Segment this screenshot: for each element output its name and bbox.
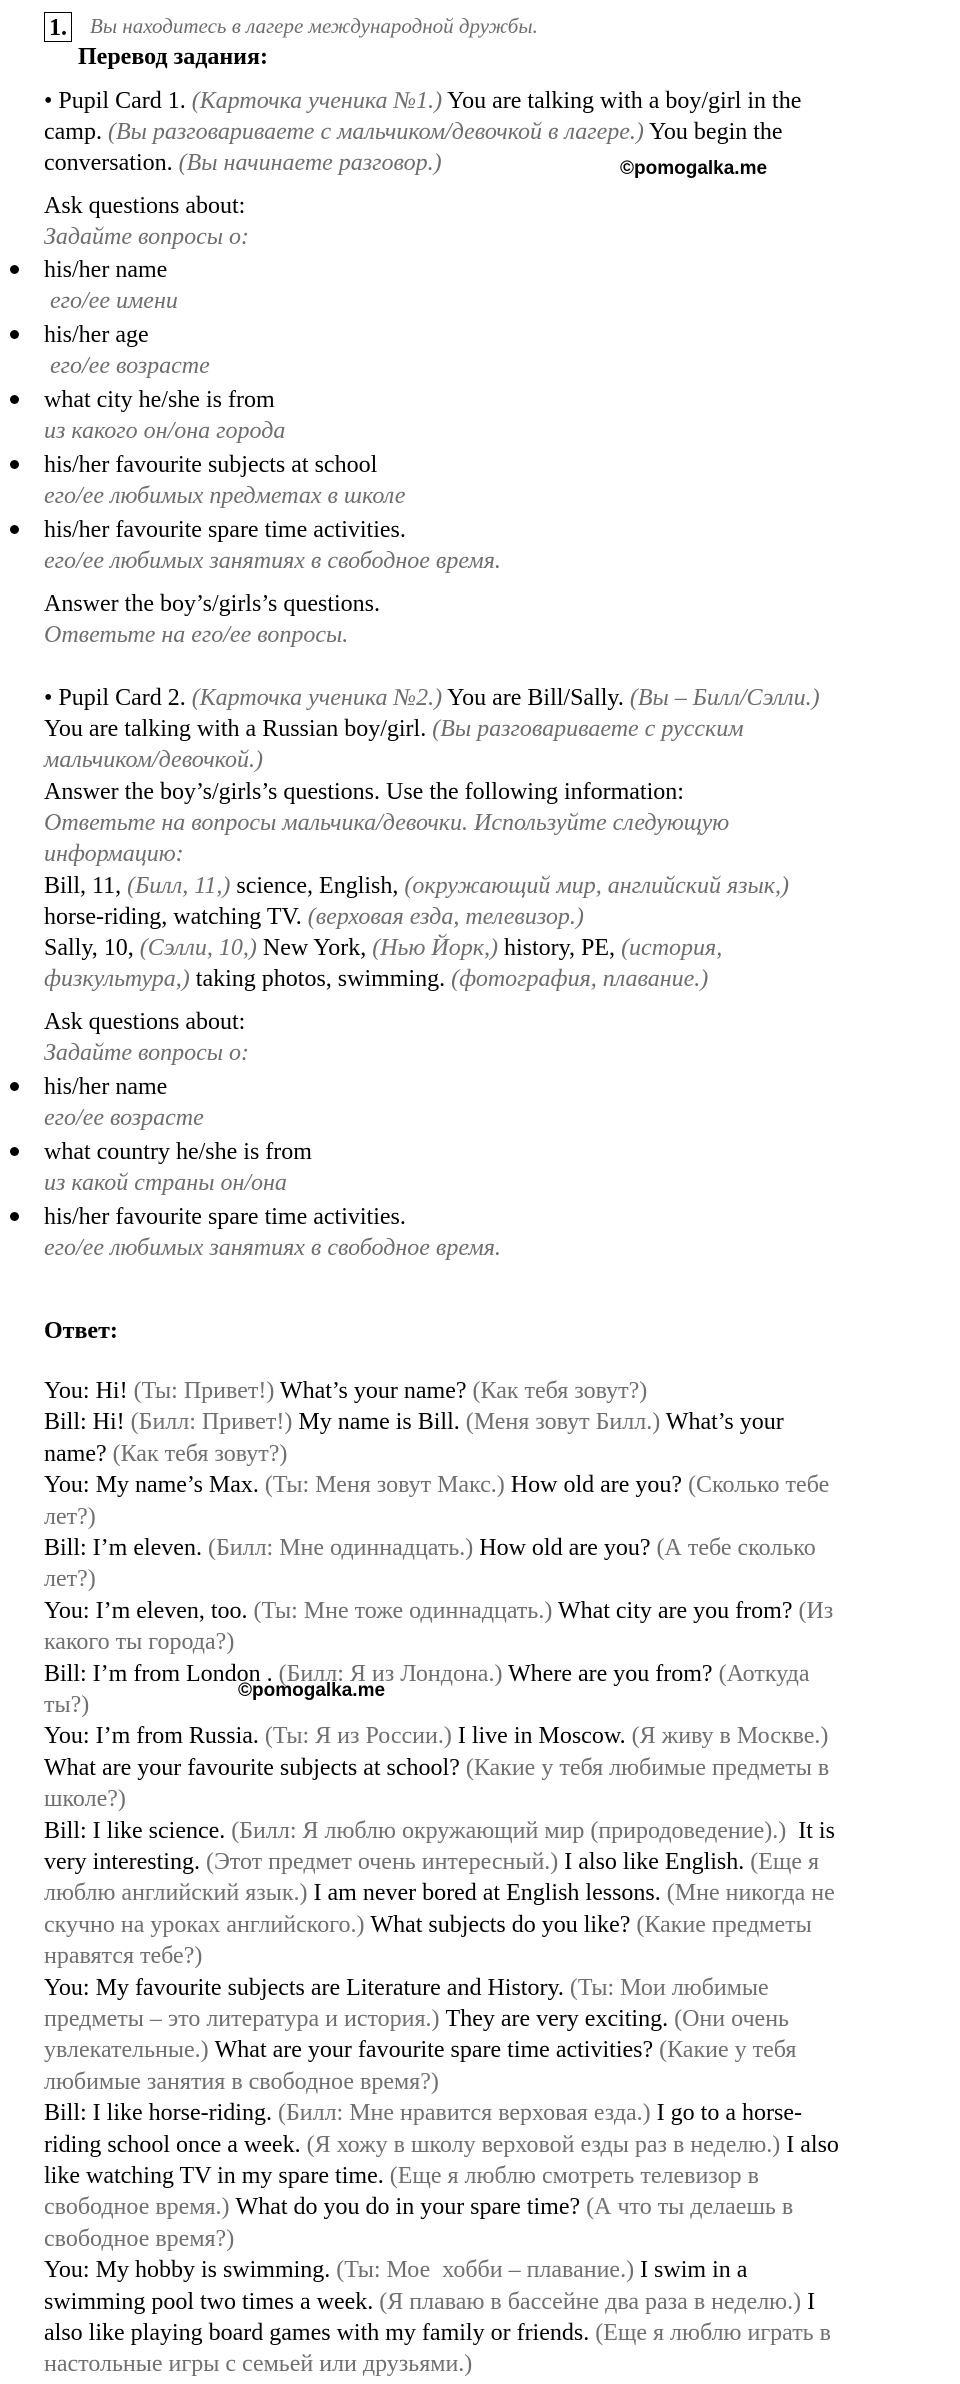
- list-item: what city he/she is from: [44, 387, 275, 413]
- dialogue-text: I also: [780, 2132, 839, 2158]
- dialogue-translation: (Я живу в Москве.): [631, 1723, 829, 1749]
- dialogue-text: Where are you from?: [502, 1661, 719, 1687]
- bullet-icon: [10, 395, 19, 404]
- dialogue-line: [44, 1973, 769, 2003]
- dialogue-translation: (Ты: Мое хобби – плавание.): [336, 2257, 635, 2283]
- list-item-translation: из какого он/она города: [44, 418, 286, 444]
- list-item-translation: его/ее возрасте: [44, 1105, 204, 1131]
- watermark: ©pomogalka.me: [238, 1680, 386, 1701]
- bullet-icon: [10, 265, 19, 274]
- dialogue-text: I go to a horse-: [650, 2100, 802, 2126]
- dialogue-line: [44, 1596, 833, 1626]
- dialogue-text: What’s your: [660, 1409, 784, 1435]
- dialogue-translation: настольные игры с семьей или друзьями.): [44, 2351, 473, 2377]
- dialogue-translation: предметы – это литература и история.): [44, 2006, 440, 2032]
- dialogue-line: [44, 1659, 810, 1689]
- dialogue-line: [44, 1816, 835, 1846]
- dialogue-text: riding school once a week.: [44, 2132, 307, 2158]
- list-item: his/her name: [44, 257, 168, 283]
- dialogue-line: [44, 2035, 796, 2065]
- dialogue-translation: увлекательные.): [44, 2037, 209, 2063]
- dialogue-translation: (Этот предмет очень интересный.): [205, 1849, 559, 1875]
- task-instruction: Вы находитесь в лагере международной дружбы.: [90, 14, 538, 38]
- dialogue-translation: скучно на уроках английского.): [44, 1912, 365, 1938]
- dialogue-line: [44, 1407, 784, 1437]
- dialogue-line: [44, 1847, 819, 1877]
- list-item: his/her name: [44, 1074, 168, 1100]
- list-item-translation: из какой страны он/она: [44, 1170, 287, 1196]
- card2-line-1: • Pupil Card 2. (Карточка ученика №2.) You are Bill/Sally. (Вы – Билл/Сэлли.): [44, 685, 820, 711]
- dialogue-translation: лет?): [44, 1566, 96, 1592]
- dialogue-translation: (Ты: Привет!): [133, 1378, 275, 1404]
- dialogue-translation: какого ты города?): [44, 1629, 235, 1655]
- dialogue-text: You: Hi!: [44, 1378, 134, 1404]
- card2-line-5: Ответьте на вопросы мальчика/девочки. Используйте следующую: [44, 810, 730, 836]
- dialogue-line: [44, 2224, 234, 2254]
- dialogue-line: [44, 2130, 839, 2160]
- dialogue-line: [44, 2004, 789, 2034]
- list-item: his/her favourite spare time activities.: [44, 517, 406, 543]
- dialogue-line: [44, 1941, 202, 1971]
- dialogue-translation: (Ты: Меня зовут Макс.): [264, 1472, 505, 1498]
- dialogue-text: name?: [44, 1441, 113, 1467]
- dialogue-translation: (Билл: Привет!): [130, 1409, 293, 1435]
- dialogue-text: like watching TV in my spare time.: [44, 2163, 390, 2189]
- dialogue-text: Bill: I’m from London .: [44, 1661, 279, 1687]
- dialogue-line: [44, 2318, 831, 2348]
- dialogue-text: I swim in a: [634, 2257, 748, 2283]
- dialogue-translation: люблю английский язык.): [44, 1880, 308, 1906]
- dialogue-line: [44, 2349, 472, 2379]
- dialogue-translation: свободное время.): [44, 2194, 230, 2220]
- dialogue-text: What’s your name?: [274, 1378, 473, 1404]
- dialogue-text: What are your favourite spare time activities?: [208, 2037, 660, 2063]
- translation-header: Перевод задания:: [78, 44, 268, 70]
- card2-line-6: информацию:: [44, 841, 184, 867]
- dialogue-text: You: I’m from Russia.: [44, 1723, 265, 1749]
- dialogue-translation: (Какие предметы: [636, 1912, 812, 1938]
- list-item-translation: его/ее имени: [44, 288, 178, 314]
- card1-ask: Ask questions about:: [44, 193, 246, 219]
- list-item-translation: его/ее возрасте: [44, 353, 210, 379]
- dialogue-text: What are your favourite subjects at school?: [44, 1755, 466, 1781]
- dialogue-line: [44, 1721, 828, 1751]
- dialogue-text: I also like English.: [558, 1849, 751, 1875]
- list-item: his/her age: [44, 322, 149, 348]
- dialogue-translation: (Я плаваю в бассейне два раза в неделю.): [379, 2289, 802, 2315]
- dialogue-text: My name is Bill.: [292, 1409, 466, 1435]
- dialogue-translation: (Ты: Мои любимые: [569, 1975, 769, 2001]
- dialogue-translation: (Билл: Я из Лондона.): [278, 1661, 503, 1687]
- dialogue-translation: (А что ты делаешь в: [586, 2194, 794, 2220]
- dialogue-line: [44, 1910, 812, 1940]
- task-number: 1.: [44, 12, 72, 42]
- dialogue-translation: (Меня зовут Билл.): [465, 1409, 661, 1435]
- card2-ask: Ask questions about:: [44, 1009, 246, 1035]
- dialogue-translation: (Как тебя зовут?): [472, 1378, 648, 1404]
- card2-line-3: мальчиком/девочкой.): [44, 747, 263, 773]
- dialogue-translation: (Сколько тебе: [688, 1472, 830, 1498]
- dialogue-translation: (Билл: Я люблю окружающий мир (природоведение).): [231, 1818, 787, 1844]
- dialogue-translation: ты?): [44, 1692, 90, 1718]
- dialogue-text: What city are you from?: [552, 1598, 799, 1624]
- card2-line-8: horse-riding, watching TV. (верховая езда, телевизор.): [44, 904, 584, 930]
- dialogue-text: I am never bored at English lessons.: [307, 1880, 667, 1906]
- dialogue-line: [44, 1753, 829, 1783]
- dialogue-translation: (Какие у тебя любимые предметы в: [465, 1755, 830, 1781]
- list-item-translation: его/ее любимых предметах в школе: [44, 483, 406, 509]
- dialogue-text: What do you do in your spare time?: [229, 2194, 587, 2220]
- dialogue-line: [44, 1878, 835, 1908]
- dialogue-line: [44, 2192, 793, 2222]
- dialogue-translation: школе?): [44, 1786, 126, 1812]
- dialogue-text: I live in Moscow.: [451, 1723, 632, 1749]
- card2-line-7: Bill, 11, (Билл, 11,) science, English, (окружающий мир, английский язык,): [44, 873, 789, 899]
- dialogue-line: [44, 1470, 829, 1500]
- list-item-translation: его/ее любимых занятиях в свободное время.: [44, 1235, 501, 1261]
- card2-ask-translation: Задайте вопросы о:: [44, 1040, 250, 1066]
- card1-line-1: • Pupil Card 1. (Карточка ученика №1.) You are talking with a boy/girl in the: [44, 88, 802, 114]
- dialogue-translation: (Они очень: [674, 2006, 789, 2032]
- dialogue-translation: (Аоткуда: [718, 1661, 810, 1687]
- dialogue-text: swimming pool two times a week.: [44, 2289, 380, 2315]
- dialogue-translation: (А тебе сколько: [656, 1535, 816, 1561]
- dialogue-line: [44, 1533, 816, 1563]
- dialogue-text: very interesting.: [44, 1849, 206, 1875]
- bullet-icon: [10, 1147, 19, 1156]
- dialogue-translation: свободное время?): [44, 2226, 235, 2252]
- dialogue-translation: (Какие у тебя: [659, 2037, 797, 2063]
- bullet-icon: [10, 460, 19, 469]
- dialogue-line: [44, 2287, 815, 2317]
- dialogue-translation: любимые занятия в свободное время?): [44, 2069, 439, 2095]
- dialogue-line: [44, 1564, 96, 1594]
- answer-header: Ответ:: [44, 1318, 118, 1344]
- dialogue-translation: (Билл: Мне одиннадцать.): [207, 1535, 474, 1561]
- bullet-icon: [10, 525, 19, 534]
- dialogue-text: How old are you?: [473, 1535, 657, 1561]
- dialogue-line: [44, 1784, 126, 1814]
- dialogue-translation: (Ты: Я из России.): [264, 1723, 452, 1749]
- dialogue-text: also like playing board games with my family or friends.: [44, 2320, 596, 2346]
- dialogue-translation: нравятся тебе?): [44, 1943, 203, 1969]
- dialogue-translation: лет?): [44, 1504, 96, 1530]
- dialogue-text: Bill: I’m eleven.: [44, 1535, 208, 1561]
- dialogue-text: You: I’m eleven, too.: [44, 1598, 254, 1624]
- dialogue-line: [44, 2067, 439, 2097]
- list-item: his/her favourite subjects at school: [44, 452, 378, 478]
- dialogue-text: What subjects do you like?: [364, 1912, 637, 1938]
- dialogue-text: They are very exciting.: [439, 2006, 675, 2032]
- card1-line-3: conversation. (Вы начинаете разговор.): [44, 150, 442, 176]
- dialogue-line: [44, 2255, 747, 2285]
- dialogue-text: You: My hobby is swimming.: [44, 2257, 337, 2283]
- dialogue-line: [44, 1376, 647, 1406]
- dialogue-line: [44, 1690, 89, 1720]
- dialogue-translation: (Ты: Мне тоже одиннадцать.): [253, 1598, 553, 1624]
- dialogue-translation: (Еще я люблю смотреть телевизор в: [389, 2163, 759, 2189]
- bullet-icon: [10, 330, 19, 339]
- bullet-icon: [10, 1082, 19, 1091]
- list-item-translation: его/ее любимых занятиях в свободное время.: [44, 548, 501, 574]
- dialogue-line: [44, 1627, 234, 1657]
- dialogue-translation: (Еще я: [750, 1849, 820, 1875]
- dialogue-line: [44, 2161, 759, 2191]
- dialogue-text: I: [801, 2289, 816, 2315]
- dialogue-text: You: My name’s Max.: [44, 1472, 265, 1498]
- dialogue-line: [44, 1502, 96, 1532]
- dialogue-translation: (Билл: Мне нравится верховая езда.): [277, 2100, 651, 2126]
- dialogue-text: Bill: I like science.: [44, 1818, 232, 1844]
- watermark: ©pomogalka.me: [620, 158, 768, 179]
- dialogue-translation: (Я хожу в школу верховой езды раз в неделю.): [306, 2132, 781, 2158]
- dialogue-text: Bill: I like horse-riding.: [44, 2100, 278, 2126]
- card2-line-2: You are talking with a Russian boy/girl. (Вы разговариваете с русским: [44, 716, 744, 742]
- list-item: his/her favourite spare time activities.: [44, 1204, 406, 1230]
- dialogue-text: It is: [786, 1818, 835, 1844]
- card2-line-4: Answer the boy’s/girls’s questions. Use the following information:: [44, 779, 684, 805]
- dialogue-translation: (Мне никогда не: [666, 1880, 835, 1906]
- dialogue-text: You: My favourite subjects are Literature and History.: [44, 1975, 570, 2001]
- dialogue-text: How old are you?: [504, 1472, 689, 1498]
- dialogue-translation: (Еще я люблю играть в: [595, 2320, 831, 2346]
- dialogue-line: [44, 2098, 802, 2128]
- card1-ask-translation: Задайте вопросы о:: [44, 224, 250, 250]
- card2-line-9: Sally, 10, (Сэлли, 10,) New York, (Нью Йорк,) history, PE, (история,: [44, 935, 723, 961]
- bullet-icon: [10, 1212, 19, 1221]
- card1-answer: Answer the boy’s/girls’s questions.: [44, 591, 380, 617]
- dialogue-text: Bill: Hi!: [44, 1409, 131, 1435]
- card1-line-2: camp. (Вы разговариваете с мальчиком/девочкой в лагере.) You begin the: [44, 119, 783, 145]
- dialogue-translation: (Из: [798, 1598, 834, 1624]
- card1-answer-translation: Ответьте на его/ее вопросы.: [44, 622, 349, 648]
- list-item: what country he/she is from: [44, 1139, 312, 1165]
- dialogue-line: [44, 1439, 287, 1469]
- card2-line-10: физкультура,) taking photos, swimming. (фотография, плавание.): [44, 966, 709, 992]
- dialogue-translation: (Как тебя зовут?): [112, 1441, 288, 1467]
